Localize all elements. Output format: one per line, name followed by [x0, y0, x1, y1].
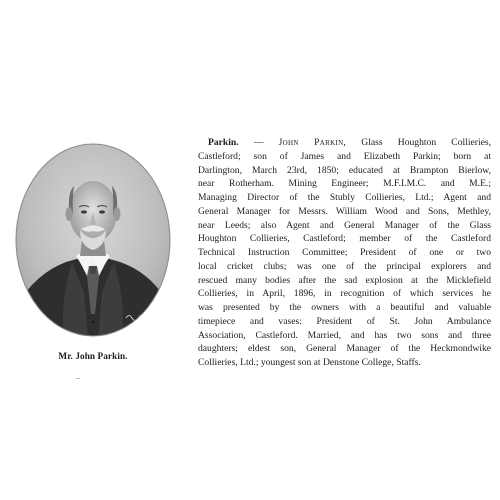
- bio-line: near Leeds; also Agent and General Manager of the Glass: [198, 219, 491, 231]
- bio-line: Collieries, in April, 1896, in recognition of which services he: [198, 288, 491, 300]
- portrait-photo: [14, 142, 172, 338]
- bio-line: local cricket clubs; was one of the principal explorers and: [198, 260, 491, 272]
- bio-line: near Rotherham. Mining Engineer; M.F.I.M.C. and M.E.;: [198, 178, 491, 190]
- bio-line: Managing Director of the Stubly Collieries, Ltd.; Agent and: [198, 192, 491, 203]
- biography-entry: [198, 136, 491, 370]
- bio-line: daughters; eldest son, General Manager of the Heckmondwike: [198, 343, 491, 355]
- bio-line: timepiece and vases: President of St. John Ambulance: [198, 315, 491, 327]
- bio-line: was presented by the owners with a beautiful and valuable: [198, 302, 491, 313]
- bio-line: Technical Instruction Committee; President of one or two: [198, 247, 491, 258]
- entry-name: John Parkin,: [278, 137, 347, 148]
- entry-surname: Parkin.: [208, 137, 239, 148]
- bio-line: Castleford; son of James and Elizabeth Parkin; born at: [198, 150, 491, 162]
- print-speck: [76, 378, 80, 379]
- bio-line: Association, Castleford. Married, and has two sons and three: [198, 329, 491, 341]
- portrait-figure: [14, 142, 172, 372]
- bio-line: General Manager for Messrs. William Wood and Sons, Methley,: [198, 205, 491, 217]
- bio-line-first: [198, 136, 491, 150]
- bio-line-last: Collieries, Ltd.; youngest son at Denstone College, Staffs.: [198, 357, 421, 368]
- bio-line: Houghton Collieries, Castleford; member of the Castleford: [198, 233, 491, 245]
- portrait-caption: Mr. John Parkin.: [58, 351, 128, 361]
- bio-line: rescued many bodies after the sad explosion at the Micklefield: [198, 274, 491, 286]
- entry-dash: —: [238, 137, 279, 148]
- bio-line: Darlington, March 23rd, 1850; educated at Brampton Bierlow,: [198, 164, 491, 176]
- entry-line1-rest: Glass Houghton Collieries,: [346, 137, 492, 148]
